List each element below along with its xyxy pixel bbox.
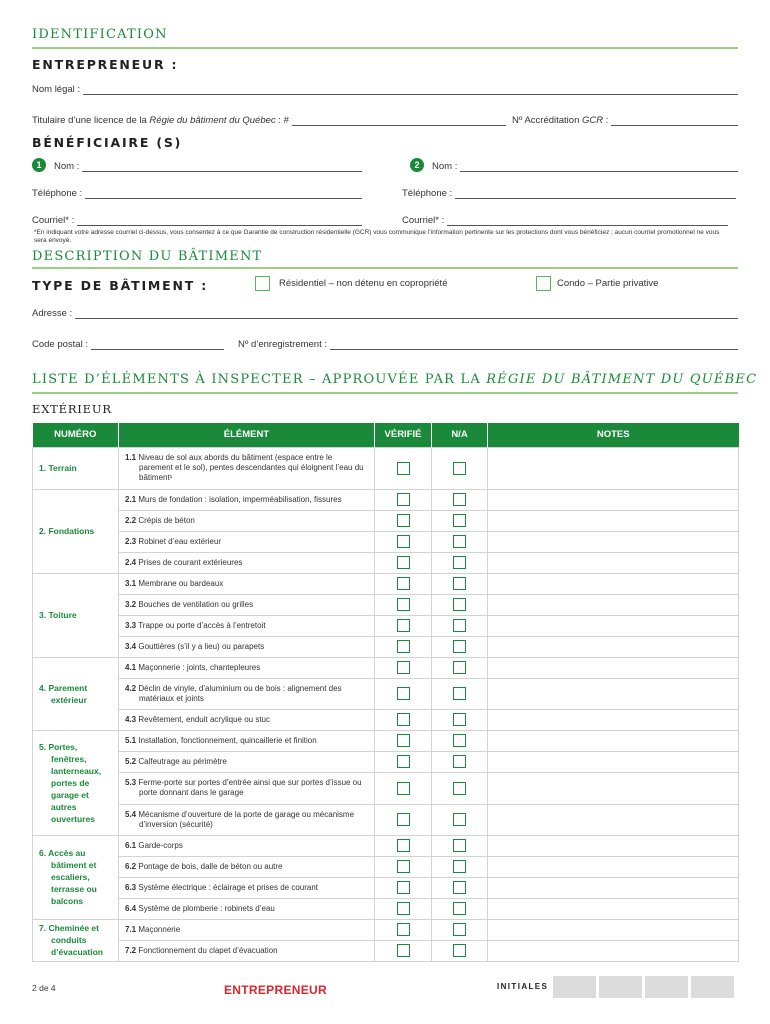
verifie-checkbox[interactable] — [397, 813, 410, 826]
table-row — [33, 919, 739, 940]
type-batiment-title: TYPE DE BÂTIMENT : — [32, 278, 209, 293]
na-checkbox[interactable] — [453, 813, 466, 826]
na-checkbox[interactable] — [453, 493, 466, 506]
na-checkbox[interactable] — [453, 577, 466, 590]
initiales-box-2[interactable] — [599, 976, 642, 998]
residentiel-checkbox[interactable] — [255, 276, 270, 291]
nom-label-1: Nom : — [54, 161, 80, 172]
table-row — [33, 573, 739, 594]
table-row — [33, 531, 739, 552]
courriel-field-2[interactable] — [447, 217, 728, 226]
na-checkbox[interactable] — [453, 839, 466, 852]
verifie-checkbox[interactable] — [397, 782, 410, 795]
na-checkbox[interactable] — [453, 782, 466, 795]
notes-cell[interactable] — [488, 615, 739, 636]
table-row — [33, 615, 739, 636]
na-checkbox[interactable] — [453, 687, 466, 700]
initiales-box-4[interactable] — [691, 976, 734, 998]
na-checkbox[interactable] — [453, 881, 466, 894]
na-checkbox[interactable] — [453, 923, 466, 936]
adresse-row — [32, 308, 738, 319]
header-element: ÉLÉMENT — [119, 423, 375, 447]
verifie-checkbox[interactable] — [397, 493, 410, 506]
header-numero: NUMÉRO — [33, 423, 119, 447]
table-row — [33, 552, 739, 573]
group-portes: 5. Portes, fenêtres, lanterneaux, portes de garage et autres ouvertures — [33, 730, 119, 835]
table-row — [33, 898, 739, 919]
item-4-3: 4.3 Revêtement, enduit acrylique ou stuc — [119, 709, 375, 730]
item-5-2: 5.2 Calfeutrage au périmètre — [119, 751, 375, 772]
divider — [32, 267, 738, 269]
item-5-4: 5.4 Mécanisme d’ouverture de la porte de garage ou mécanisme d’inversion (sécurité) — [119, 804, 375, 835]
item-6-2: 6.2 Pontage de bois, dalle de béton ou autre — [119, 856, 375, 877]
na-checkbox[interactable] — [453, 944, 466, 957]
verifie-checkbox[interactable] — [397, 619, 410, 632]
notes-cell[interactable] — [488, 804, 739, 835]
table-row — [33, 730, 739, 751]
notes-cell[interactable] — [488, 489, 739, 510]
nom-row-2 — [410, 158, 738, 172]
verifie-checkbox[interactable] — [397, 755, 410, 768]
notes-cell[interactable] — [488, 447, 739, 489]
verifie-checkbox[interactable] — [397, 687, 410, 700]
na-checkbox[interactable] — [453, 556, 466, 569]
nom-row-1 — [32, 158, 362, 172]
telephone-row-2 — [402, 188, 736, 199]
section-title-description: DESCRIPTION DU BÂTIMENT — [32, 249, 263, 264]
notes-cell[interactable] — [488, 552, 739, 573]
verifie-checkbox[interactable] — [397, 944, 410, 957]
telephone-field-2[interactable] — [455, 190, 736, 199]
option-residentiel[interactable] — [255, 276, 447, 291]
header-na: N/A — [432, 423, 488, 447]
telephone-label-2: Téléphone : — [402, 188, 453, 199]
divider — [32, 47, 738, 49]
verifie-checkbox[interactable] — [397, 514, 410, 527]
item-2-3: 2.3 Robinet d’eau extérieur — [119, 531, 375, 552]
item-2-1: 2.1 Murs de fondation : isolation, imperméabilisation, fissures — [119, 489, 375, 510]
courriel-row-1 — [32, 215, 362, 226]
item-7-2: 7.2 Fonctionnement du clapet d’évacuation — [119, 940, 375, 961]
notes-cell[interactable] — [488, 919, 739, 940]
initiales-box-1[interactable] — [553, 976, 596, 998]
item-1-1: 1.1 Niveau de sol aux abords du bâtiment (espace entre le parement et le sol), pentes descendantes qui éloignent l’eau du bâtiment¹ — [119, 447, 375, 489]
item-4-1: 4.1 Maçonnerie : joints, chantepleures — [119, 657, 375, 678]
table-row — [33, 835, 739, 856]
na-checkbox[interactable] — [453, 535, 466, 548]
table-row — [33, 678, 739, 709]
condo-label: Condo – Partie privative — [557, 278, 659, 289]
item-3-1: 3.1 Membrane ou bardeaux — [119, 573, 375, 594]
item-2-4: 2.4 Prises de courant extérieures — [119, 552, 375, 573]
group-terrain: 1. Terrain — [33, 447, 119, 489]
nom-label-2: Nom : — [432, 161, 458, 172]
group-acces: 6. Accès au bâtiment et escaliers, terrasse ou balcons — [33, 835, 119, 919]
courriel-note: *En indiquant votre adresse courriel ci-dessus, vous consentez à ce que Garantie de construction résidentielle (GCR) vous communique l’information pertinente sur les protections dont vous bénéficiez ; aucun courriel promotionnel ne vous sera envoyé. — [34, 229, 720, 244]
verifie-checkbox[interactable] — [397, 577, 410, 590]
telephone-field-1[interactable] — [85, 190, 362, 199]
item-6-3: 6.3 Système électrique : éclairage et prises de courant — [119, 877, 375, 898]
table-row — [33, 751, 739, 772]
inspection-table — [32, 423, 739, 962]
item-6-4: 6.4 Système de plomberie : robinets d’eau — [119, 898, 375, 919]
item-3-4: 3.4 Gouttières (s’il y a lieu) ou parapets — [119, 636, 375, 657]
telephone-label-1: Téléphone : — [32, 188, 83, 199]
nom-field-1[interactable] — [82, 163, 362, 172]
na-checkbox[interactable] — [453, 661, 466, 674]
table-row — [33, 804, 739, 835]
table-row — [33, 877, 739, 898]
notes-cell[interactable] — [488, 898, 739, 919]
na-checkbox[interactable] — [453, 514, 466, 527]
na-checkbox[interactable] — [453, 755, 466, 768]
table-row — [33, 772, 739, 804]
group-cheminee: 7. Cheminée et conduits d’évacuation — [33, 919, 119, 961]
notes-cell[interactable] — [488, 751, 739, 772]
table-header — [33, 423, 739, 447]
notes-cell[interactable] — [488, 940, 739, 961]
licence-field[interactable] — [292, 117, 506, 126]
na-checkbox[interactable] — [453, 713, 466, 726]
header-verifie: VÉRIFIÉ — [375, 423, 432, 447]
group-fondations: 2. Fondations — [33, 489, 119, 573]
verifie-checkbox[interactable] — [397, 640, 410, 653]
item-5-3: 5.3 Ferme-porte sur portes d’entrée ainsi que sur portes d’issue ou porte donnant dans le garage — [119, 772, 375, 804]
adresse-label: Adresse : — [32, 308, 73, 319]
nom-legal-label: Nom légal : — [32, 84, 81, 95]
item-6-1: 6.1 Garde-corps — [119, 835, 375, 856]
table-row — [33, 489, 739, 510]
enregistrement-label: Nº d’enregistrement : — [238, 339, 328, 350]
table-row — [33, 709, 739, 730]
footer-entrepreneur: ENTREPRENEUR — [224, 983, 327, 997]
item-4-2: 4.2 Déclin de vinyle, d’aluminium ou de bois : alignement des matériaux et joints — [119, 678, 375, 709]
adresse-field[interactable] — [75, 310, 738, 319]
enregistrement-field[interactable] — [330, 341, 738, 350]
na-checkbox[interactable] — [453, 734, 466, 747]
initiales-box-3[interactable] — [645, 976, 688, 998]
na-checkbox[interactable] — [453, 860, 466, 873]
option-condo[interactable] — [536, 276, 658, 291]
entrepreneur-title: ENTREPRENEUR : — [32, 57, 179, 72]
verifie-checkbox[interactable] — [397, 598, 410, 611]
table-row — [33, 510, 739, 531]
table-row — [33, 594, 739, 615]
na-checkbox[interactable] — [453, 619, 466, 632]
na-checkbox[interactable] — [453, 640, 466, 653]
header-notes: NOTES — [488, 423, 739, 447]
notes-cell[interactable] — [488, 678, 739, 709]
nom-field-2[interactable] — [460, 163, 738, 172]
item-3-2: 3.2 Bouches de ventilation ou grilles — [119, 594, 375, 615]
notes-cell[interactable] — [488, 594, 739, 615]
nom-legal-field[interactable] — [83, 86, 738, 95]
courriel-label-2: Courriel* : — [402, 215, 445, 226]
badge-2: 2 — [410, 158, 424, 172]
table-row — [33, 447, 739, 489]
group-parement: 4. Parement extérieur — [33, 657, 119, 730]
initiales-label: INITIALES — [497, 982, 549, 991]
verifie-checkbox[interactable] — [397, 713, 410, 726]
verifie-checkbox[interactable] — [397, 860, 410, 873]
page-number: 2 de 4 — [32, 983, 56, 993]
table-row — [33, 657, 739, 678]
code-postal-label: Code postal : — [32, 339, 88, 350]
beneficiaire-title: BÉNÉFICIAIRE (S) — [32, 135, 183, 150]
notes-cell[interactable] — [488, 877, 739, 898]
notes-cell[interactable] — [488, 636, 739, 657]
item-7-1: 7.1 Maçonnerie — [119, 919, 375, 940]
code-postal-row — [32, 339, 224, 350]
divider — [32, 392, 738, 394]
courriel-field-1[interactable] — [77, 217, 362, 226]
code-postal-field[interactable] — [91, 341, 224, 350]
residentiel-label: Résidentiel – non détenu en copropriété — [279, 278, 448, 289]
verifie-checkbox[interactable] — [397, 462, 410, 475]
verifie-checkbox[interactable] — [397, 839, 410, 852]
notes-cell[interactable] — [488, 856, 739, 877]
notes-cell[interactable] — [488, 657, 739, 678]
enregistrement-row — [238, 339, 738, 350]
badge-1: 1 — [32, 158, 46, 172]
na-checkbox[interactable] — [453, 902, 466, 915]
nom-legal-row — [32, 84, 738, 95]
section-title-identification: IDENTIFICATION — [32, 27, 168, 42]
item-3-3: 3.3 Trappe ou porte d’accès à l’entretoit — [119, 615, 375, 636]
notes-cell[interactable] — [488, 531, 739, 552]
exterieur-title: EXTÉRIEUR — [32, 402, 112, 416]
table-row — [33, 856, 739, 877]
notes-cell[interactable] — [488, 835, 739, 856]
notes-cell[interactable] — [488, 510, 739, 531]
licence-row — [32, 115, 506, 126]
telephone-row-1 — [32, 188, 362, 199]
na-checkbox[interactable] — [453, 598, 466, 611]
group-toiture: 3. Toiture — [33, 573, 119, 657]
item-2-2: 2.2 Crépis de béton — [119, 510, 375, 531]
notes-cell[interactable] — [488, 709, 739, 730]
verifie-checkbox[interactable] — [397, 734, 410, 747]
notes-cell[interactable] — [488, 772, 739, 804]
courriel-label-1: Courriel* : — [32, 215, 75, 226]
table-row — [33, 940, 739, 961]
verifie-checkbox[interactable] — [397, 902, 410, 915]
verifie-checkbox[interactable] — [397, 661, 410, 674]
na-checkbox[interactable] — [453, 462, 466, 475]
verifie-checkbox[interactable] — [397, 556, 410, 569]
notes-cell[interactable] — [488, 730, 739, 751]
accreditation-label: Nº Accréditation GCR : — [512, 115, 609, 126]
condo-checkbox[interactable] — [536, 276, 551, 291]
table-row — [33, 636, 739, 657]
accreditation-field[interactable] — [611, 117, 738, 126]
item-5-1: 5.1 Installation, fonctionnement, quincaillerie et finition — [119, 730, 375, 751]
verifie-checkbox[interactable] — [397, 923, 410, 936]
verifie-checkbox[interactable] — [397, 535, 410, 548]
licence-label: Titulaire d’une licence de la Régie du bâtiment du Québec : # — [32, 115, 289, 126]
notes-cell[interactable] — [488, 573, 739, 594]
accreditation-row — [512, 115, 738, 126]
section-title-liste: LISTE D’ÉLÉMENTS À INSPECTER – APPROUVÉE PAR LA RÉGIE DU BÂTIMENT DU QUÉBEC — [32, 372, 758, 387]
verifie-checkbox[interactable] — [397, 881, 410, 894]
courriel-row-2 — [402, 215, 728, 226]
